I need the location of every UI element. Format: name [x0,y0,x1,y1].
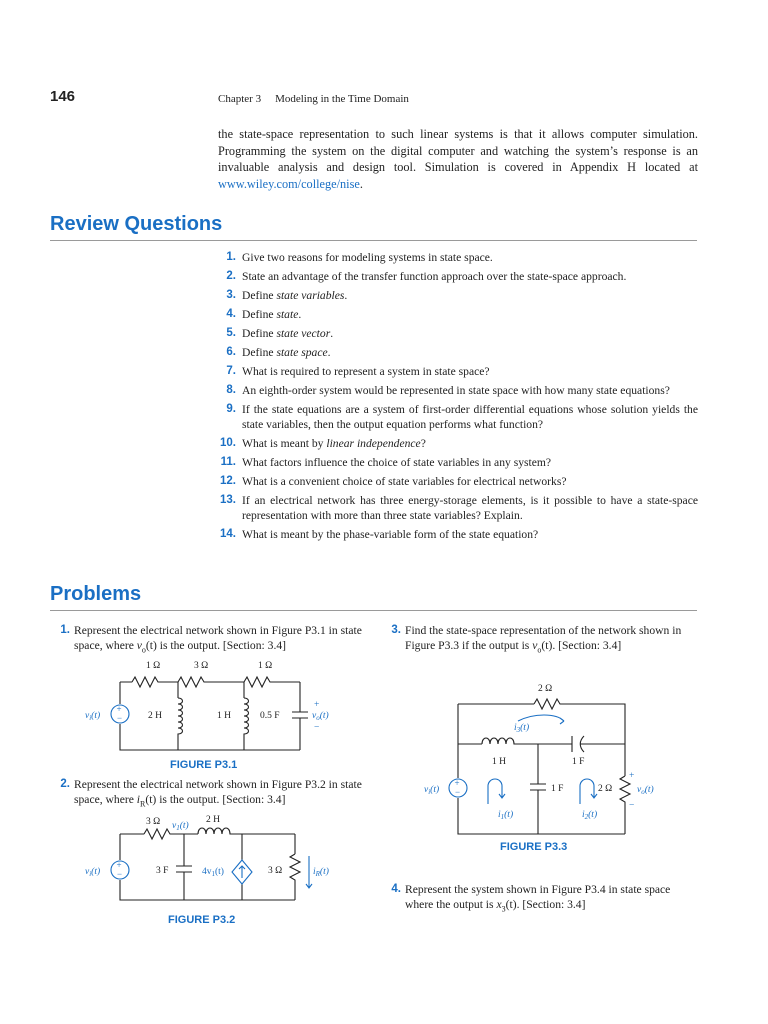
question-number: 6. [226,346,236,358]
problem-number: 4. [391,883,401,895]
i2-arg: (t) [588,810,598,820]
problem-text: Represent the electrical network shown in Figure P3.2 in state space, where [74,778,362,806]
source-plus: + [454,778,460,788]
question-text: Define [242,308,277,321]
source-label [85,866,100,878]
chapter-title: Modeling in the Time Domain [275,93,409,105]
problem-number: 1. [60,624,70,636]
question-number: 7. [226,365,236,377]
source-plus: + [116,860,122,870]
problem-var-sub: R [140,799,146,809]
review-question [218,527,698,542]
review-question [218,345,698,360]
review-question [218,455,698,470]
review-question [218,493,698,523]
question-emphasis: state vector [276,327,331,340]
review-question [218,402,698,432]
v1-arg: (t) [179,821,189,831]
question-text: Define [242,327,277,340]
question-number: 9. [226,403,236,415]
source-var: v [85,711,90,721]
question-number: 14. [220,528,236,540]
output-sub: o [316,714,320,722]
source-minus: − [117,869,123,879]
inductor-label: 1 H [492,757,506,767]
figure-p3-2-circuit [80,812,370,912]
v1-sub: 1 [176,824,180,832]
question-text-end: ? [420,437,426,450]
output-plus: + [314,700,320,710]
review-question [218,474,698,489]
problems-heading: Problems [50,583,142,605]
review-question-list [218,250,698,546]
i2-var: i [582,810,585,820]
resistor-top-label: 2 Ω [538,684,553,694]
problem-text-end: is the output. [Section: 3.4] [156,639,287,652]
source-arg: (t) [91,711,101,721]
output-plus: + [629,771,635,781]
dep-var: 4v [202,867,212,877]
review-question [218,326,698,341]
review-question [218,364,698,379]
problem-text: Represent the electrical network shown in Figure P3.1 in state space, where [74,624,362,652]
source-arg: (t) [430,785,440,795]
output-minus: − [314,723,320,733]
capacitor-top-label: 1 F [572,757,585,767]
ir-arg: (t) [319,867,329,877]
problem-var: x [496,898,502,911]
question-text-end: . [327,346,331,359]
capacitor-label: 0.5 F [260,711,280,721]
i3-label [514,722,529,734]
source-sub: i [89,870,92,878]
problem-text-end: . [Section: 3.4] [516,898,586,911]
question-number: 11. [220,456,236,468]
problem-4 [391,882,698,916]
capacitor-mid-label: 1 F [551,784,564,794]
question-number: 1. [226,251,236,263]
page-number: 146 [50,88,76,105]
problem-var-sub: o [537,645,542,655]
resistor-right-label: 2 Ω [598,784,613,794]
source-sub: i [428,788,431,796]
i1-arg: (t) [504,810,514,820]
dep-sub: 1 [211,870,215,878]
output-arg: (t) [644,785,654,795]
i1-sub: 1 [500,813,505,821]
question-text: Give two reasons for modeling systems in state space. [242,251,493,264]
resistor-2-label: 3 Ω [194,661,209,671]
dependent-source-label [202,866,224,878]
capacitor-label: 3 F [156,866,169,876]
problem-var-arg: (t) [145,793,157,806]
resistor-2-label: 3 Ω [268,866,283,876]
question-number: 4. [226,308,236,320]
problem-var-arg: (t) [541,639,553,652]
inductor-label: 2 H [206,815,220,825]
source-label [85,710,100,722]
problem-text: Find the state-space representation of the network shown in Figure P3.3 if the output is [405,624,682,652]
dep-arg: (t) [215,867,224,877]
problem-2 [60,777,366,811]
running-head [218,93,409,105]
output-sub: o [641,788,645,796]
review-questions-heading: Review Questions [50,213,223,235]
problem-var-arg: (t) [505,898,517,911]
question-number: 10. [220,437,236,449]
question-number: 8. [226,384,236,396]
wiley-link[interactable]: www.wiley.com/college/nise [218,176,360,191]
question-text-end: . [298,308,302,321]
problems-rule [50,610,697,611]
question-text-end: . [330,327,334,340]
figure-p3-3-caption: FIGURE P3.3 [500,841,568,853]
source-var: v [424,785,429,795]
problem-var: i [136,793,140,806]
question-text: What is a convenient choice of state variables for electrical networks? [242,475,567,488]
review-rule [50,240,697,241]
problem-text: Represent the system shown in Figure P3.4 in state space where the output is [405,883,671,911]
question-text: An eighth-order system would be represented in state space with how many state equations? [242,384,670,397]
output-label [312,710,329,722]
question-text: What factors influence the choice of state variables in any system? [242,456,552,469]
v1-var: v [172,821,177,831]
ir-var: i [313,867,316,877]
resistor-1-label: 1 Ω [146,661,161,671]
output-var: v [637,785,642,795]
inductor-2-label: 1 H [217,711,231,721]
figure-p3-1-circuit [80,652,370,762]
i1-label [498,809,513,821]
output-minus: − [629,801,635,811]
problem-var: v [532,639,538,652]
intro-paragraph [218,126,698,192]
figure-p3-2-caption: FIGURE P3.2 [168,914,236,926]
problem-number: 2. [60,778,70,790]
review-question [218,269,698,284]
question-text: State an advantage of the transfer function approach over the state-space approach. [242,270,627,283]
question-text: What is required to represent a system in state space? [242,365,490,378]
figure-p3-1-caption: FIGURE P3.1 [170,759,238,771]
i3-var: i [514,723,517,733]
output-var: v [312,711,317,721]
i2-sub: 2 [584,813,589,821]
question-number: 12. [220,475,236,487]
source-plus: + [116,704,122,714]
output-label [637,784,654,796]
question-number: 5. [226,327,236,339]
figure-p3-3-circuit [420,678,700,838]
problem-var-sub: o [141,645,146,655]
review-question [218,250,698,265]
resistor-3-label: 1 Ω [258,661,273,671]
source-sub: i [89,714,92,722]
problem-var-arg: (t) [145,639,157,652]
question-emphasis: state [276,308,299,321]
i3-arg: (t) [520,723,530,733]
review-question [218,288,698,303]
question-emphasis: state variables [276,289,345,302]
source-minus: − [117,713,123,723]
question-text: If an electrical network has three energy-storage elements, is it possible to have a state-space representation with more than three state variables? Explain. [242,494,698,522]
question-text: What is meant by the phase-variable form of the state equation? [242,528,539,541]
inductor-1-label: 2 H [148,711,162,721]
question-text: If the state equations are a system of first-order differential equations whose solution yields the state variables, then the output equation performs what function? [242,403,698,431]
ir-label [313,866,329,878]
question-text: Define [242,346,277,359]
i2-label [582,809,597,821]
question-emphasis: linear independence [326,437,421,450]
question-number: 13. [220,494,236,506]
review-question [218,307,698,322]
question-number: 3. [226,289,236,301]
ir-sub: R [315,870,320,878]
problem-text-end: is the output. [Section: 3.4] [156,793,286,806]
problem-var-sub: 3 [501,904,506,914]
v1-label [172,820,189,832]
output-arg: (t) [319,711,329,721]
review-question [218,383,698,398]
resistor-1-label: 3 Ω [146,817,161,827]
question-text-end: . [344,289,348,302]
problem-text-end: . [Section: 3.4] [552,639,622,652]
source-var: v [85,867,90,877]
source-minus: − [455,787,461,797]
source-arg: (t) [91,867,101,877]
question-text: What is meant by [242,437,327,450]
question-number: 2. [226,270,236,282]
problem-number: 3. [391,624,401,636]
intro-period: . [359,176,363,191]
source-label [424,784,439,796]
problem-3 [391,623,698,657]
i3-sub: 3 [516,726,521,734]
problem-var: v [136,639,142,652]
intro-text: the state-space representation to such linear systems is that it allows computer simulation. Programming the system on the digital computer and watching the system’s response is an invaluable analysis and design tool. Simulation is covered in Appendix H located at [218,127,698,174]
question-text: Define [242,289,277,302]
chapter-label: Chapter 3 [218,93,262,105]
question-emphasis: state space [276,346,328,359]
review-question [218,436,698,451]
i1-var: i [498,810,501,820]
